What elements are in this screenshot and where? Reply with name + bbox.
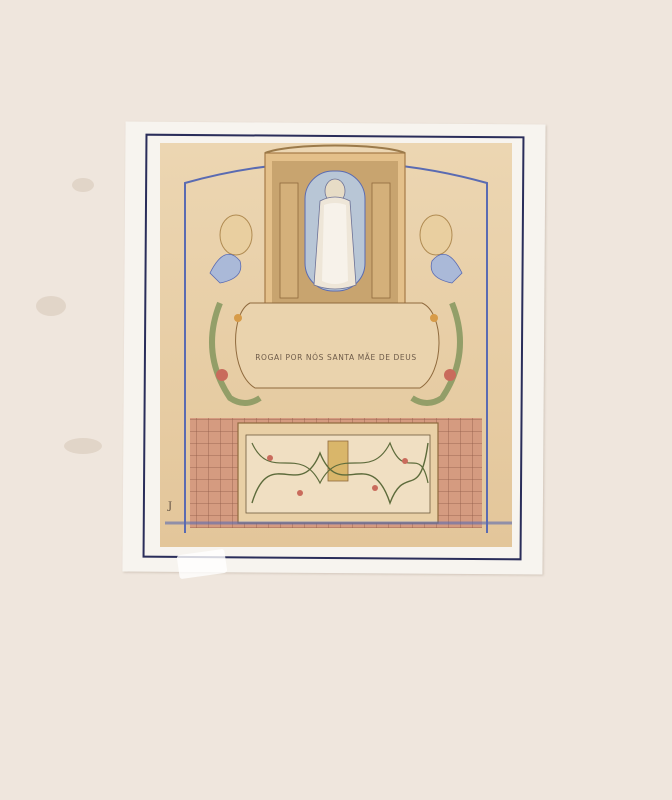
wall-stain xyxy=(36,296,66,316)
artist-monogram: J xyxy=(168,501,173,512)
altar-grille xyxy=(238,423,438,523)
inscription-text: ROGAI POR NÓS SANTA MÃE DE DEUS xyxy=(255,353,417,362)
altar-sketch xyxy=(160,143,512,547)
tape-strip xyxy=(177,549,228,579)
wall-stain xyxy=(72,178,94,192)
wall-stain xyxy=(64,438,102,454)
